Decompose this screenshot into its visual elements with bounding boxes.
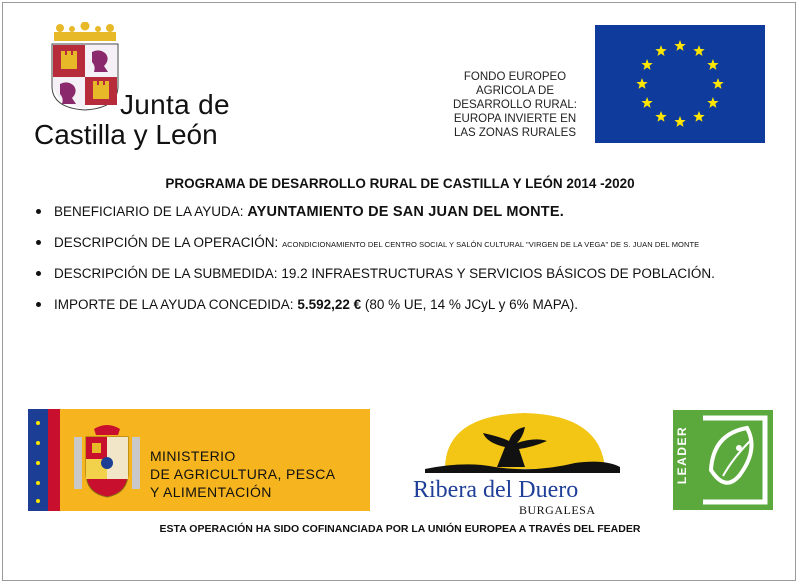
- junta-logo: [30, 22, 260, 152]
- ministerio-logo: [28, 409, 370, 511]
- importe-value: 5.592,22 €: [297, 297, 362, 312]
- program-title: PROGRAMA DE DESARROLLO RURAL DE CASTILLA Y LEÓN 2014 -2020: [165, 176, 635, 191]
- beneficiario-label: BENEFICIARIO DE LA AYUDA:: [54, 204, 248, 219]
- list-item-submedida: [32, 258, 792, 289]
- list-item-importe: [32, 289, 792, 320]
- importe-detail: (80 % UE, 14 % JCyL y 6% MAPA).: [361, 297, 578, 312]
- spain-coat-of-arms-icon: [72, 423, 142, 501]
- junta-logo-line2: Castilla y León: [34, 119, 218, 150]
- leader-text: LEADER: [675, 425, 690, 485]
- ministerio-text: MINISTERIO DE AGRICULTURA, PESCA Y ALIMENTACIÓN: [150, 448, 336, 500]
- junta-logo-line1: Junta de: [120, 89, 230, 120]
- descripcion-value: ACONDICIONAMIENTO DEL CENTRO SOCIAL Y SALÓN CULTURAL "VIRGEN DE LA VEGA" DE S. JUAN DEL MONTE: [282, 240, 700, 249]
- list-item-descripcion: [32, 227, 792, 258]
- info-list: [32, 196, 792, 320]
- submedida-label: DESCRIPCIÓN DE LA SUBMEDIDA:: [54, 266, 282, 281]
- spain-flag-stripe: [28, 409, 60, 511]
- beneficiario-value: AYUNTAMIENTO DE SAN JUAN DEL MONTE.: [247, 204, 564, 220]
- descripcion-label: DESCRIPCIÓN DE LA OPERACIÓN:: [54, 235, 283, 250]
- leader-logo: [673, 410, 773, 510]
- ribera-name: Ribera del Duero: [413, 477, 579, 503]
- footer-cofinanciacion: ESTA OPERACIÓN HA SIDO COFINANCIADA POR LA UNIÓN EUROPEA A TRAVÉS DEL FEADER: [159, 523, 641, 535]
- ribera-del-duero-logo: [405, 411, 635, 516]
- ribera-sun-tree-icon: [405, 411, 635, 477]
- castilla-leon-coat-of-arms-icon: [48, 22, 122, 112]
- eu-stars-icon: [28, 409, 60, 511]
- eu-flag-icon: [595, 25, 765, 143]
- list-item-beneficiario: [32, 196, 792, 227]
- feader-header-text: FONDO EUROPEO AGRICOLA DE DESARROLLO RURAL: EUROPA INVIERTE EN LAS ZONAS RURALES: [453, 71, 577, 139]
- importe-label: IMPORTE DE LA AYUDA CONCEDIDA:: [54, 297, 298, 312]
- ribera-subtitle: BURGALESA: [519, 503, 596, 517]
- submedida-value: 19.2 INFRAESTRUCTURAS Y SERVICIOS BÁSICOS DE POBLACIÓN.: [281, 266, 715, 281]
